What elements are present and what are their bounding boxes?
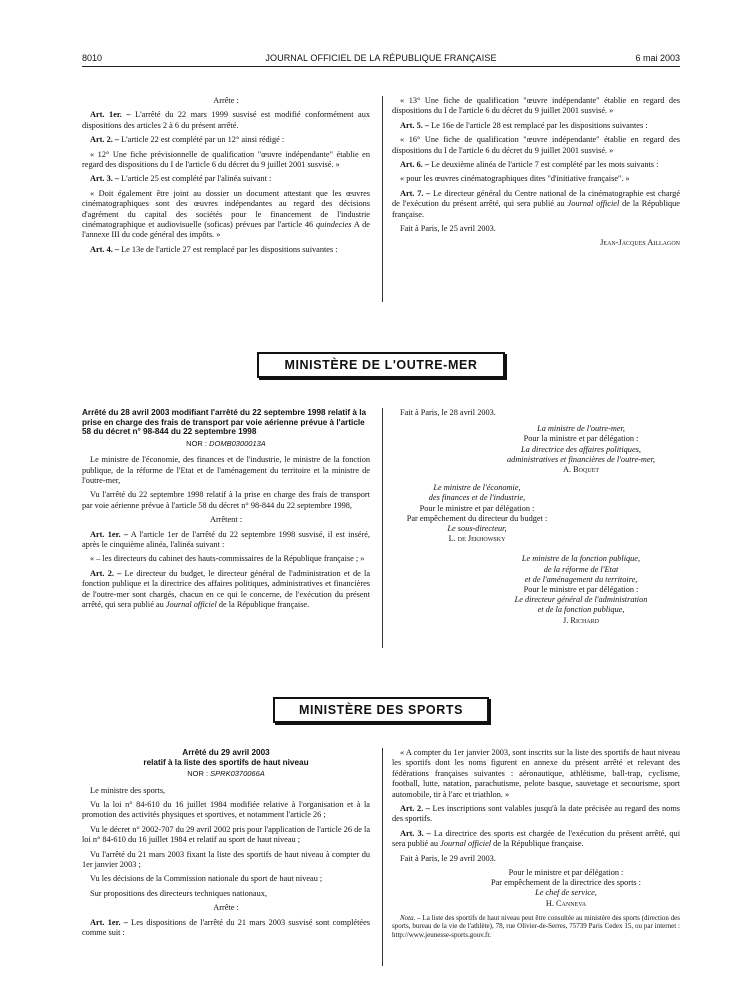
article-1-quote: « – les directeurs du cabinet des hauts-commissaires de la République française ; »: [90, 554, 365, 564]
signature-block: Pour le ministre et par délégation : Par empêchement de la directrice des sports : Le chef de service, H. Canneva: [491, 868, 641, 908]
column-divider: [382, 748, 383, 966]
article-2: Art. 2. – L'article 22 est complété par un 12° ainsi rédigé :: [90, 135, 285, 145]
journal-title: JOURNAL OFFICIEL DE LA RÉPUBLIQUE FRANÇAISE: [265, 53, 497, 63]
decree-title: Arrêté du 28 avril 2003 modifiant l'arrêté du 22 septembre 1998 relatif à la prise en charge des frais de transport par voie aérienne prévue à l'article 58 du décret n° 98-844 du 22 septembre 1998: [82, 408, 367, 437]
article-2: Art. 2. – Les inscriptions sont valables jusqu'à la date précisée au regard des noms des sportifs.: [392, 804, 680, 824]
nor-reference: NOR : DOMB0300013A: [186, 438, 266, 448]
decree-title: Arrêté du 29 avril 2003: [182, 748, 270, 757]
sports-left-column: [82, 748, 370, 942]
outre-mer-left-column: [82, 408, 370, 614]
decree-subtitle: relatif à la liste des sportifs de haut niveau: [143, 757, 309, 767]
visa-arrete: Vu l'arrêté du 21 mars 2003 fixant la liste des sportifs de haut niveau à compter du 1er janvier 2003 ;: [82, 849, 370, 870]
propositions: Sur propositions des directeurs techniques nationaux,: [90, 888, 267, 898]
page-header: [82, 50, 680, 66]
outre-mer-signatures: [392, 408, 680, 626]
arrete-heading: Arrête :: [213, 903, 239, 913]
signature-name: Jean-Jacques Aillagon: [600, 238, 680, 248]
preamble: Le ministre des sports,: [90, 785, 166, 795]
article-3: Art. 3. – L'article 25 est complété par l'alinéa suivant :: [90, 174, 272, 184]
quote-13: « 13° Une fiche de qualification "œuvre indépendante" établie en regard des dispositions du I de l'article 6 du décret du 9 juillet 2001 susvisé. »: [392, 96, 680, 116]
article-1: Art. 1er. – L'arrêté du 22 mars 1999 susvisé est modifié conformément aux dispositions des articles 2 à 6 du présent arrêté.: [82, 110, 371, 130]
top-left-column: [82, 96, 370, 259]
signature-block-3: Le ministre de la fonction publique, de la réforme de l'Etat et de l'aménagement du territoire, Pour le ministre et par délégation : Le directeur général de l'administration et de la fonction publique, J. Richard: [514, 554, 648, 625]
quote-12: « 12° Une fiche prévisionnelle de qualification "œuvre indépendante" établie en regard des dispositions du I de l'article 6 du décret du 9 juillet 2001 susvisé. »: [82, 149, 370, 170]
article-1: Art. 1er. – Les dispositions de l'arrêté du 21 mars 2003 susvisé sont complétées comme suit :: [82, 917, 370, 938]
visa: Vu l'arrêté du 22 septembre 1998 relatif à la prise en charge des frais de transport par voie aérienne prévue à l'article 58 du décret n° 98-844 du 22 septembre 1998,: [82, 490, 370, 510]
quote-initiative: « pour les œuvres cinématographiques dites "d'initiative française". »: [400, 174, 630, 184]
fait-a-paris: Fait à Paris, le 29 avril 2003.: [400, 853, 496, 863]
signature-block-1: La ministre de l'outre-mer, Pour la ministre et par délégation : La directrice des affaires politiques, administratives et financières de l'outre-mer, A. Boquet: [507, 424, 655, 475]
article-5: Art. 5. – Le 16e de l'article 28 est remplacé par les dispositions suivantes :: [400, 120, 648, 130]
nota-note: Nota. – La liste des sportifs de haut niveau peut être consultée au ministère des sports (direction des sports, bureau de la vie de l'athlète), 78, rue Olivier-de-Serres, 75739 Paris Cedex 15, ou par internet : http://www.jeunesse-sports.gouv.fr.: [392, 913, 680, 940]
article-7: Art. 7. – Le directeur général du Centre national de la cinématographie est chargé de l'exécution du présent arrêté, qui sera publié au Journal officiel de la République française.: [392, 188, 681, 219]
visa-decisions: Vu les décisions de la Commission nationale du sport de haut niveau ;: [90, 874, 323, 884]
article-3: Art. 3. – La directrice des sports est chargée de l'exécution du présent arrêté, qui sera publié au Journal officiel de la République française.: [392, 828, 681, 849]
ministry-heading-sports: MINISTÈRE DES SPORTS: [273, 697, 489, 723]
quote-soficas: « Doit également être joint au dossier un document attestant que les œuvres cinématographiques sont des œuvres indépendantes au regard des décisions d'agrément du capital des sociétés pour le financement de l'industrie cinématographique et audiovisuelle (soficas) prévues par l'article 46 quindecies A de l'annexe III du code général des impôts. »: [82, 188, 370, 240]
column-divider: [382, 408, 383, 648]
ministry-heading-outre-mer: MINISTÈRE DE L'OUTRE-MER: [257, 352, 505, 378]
sports-right-column: [392, 748, 680, 944]
header-rule: [82, 66, 680, 67]
arretent-heading: Arrêtent :: [209, 515, 243, 525]
quote-16: « 16° Une fiche de qualification "œuvre indépendante" établie en regard des dispositions du I de l'article 6 du décret du 9 juillet 2001 susvisé. »: [392, 135, 680, 155]
preamble: Le ministre de l'économie, des finances et de l'industrie, le ministre de la fonction publique, de la réforme de l'Etat et de l'aménagement du territoire et la ministre de l'outre-mer,: [82, 455, 370, 485]
page-number: 8010: [82, 53, 103, 63]
article-1: Art. 1er. – A l'article 1er de l'arrêté du 22 septembre 1998 susvisé, il est inséré, après le cinquième alinéa, l'alinéa suivant :: [82, 529, 371, 550]
fait-a-paris: Fait à Paris, le 28 avril 2003.: [400, 408, 496, 417]
signature-block-2: Le ministre de l'économie, des finances et de l'industrie, Pour le ministre et par délégation : Par empêchement du directeur du budget : Le sous-directeur, L. de Jekhowsky: [406, 483, 548, 544]
article-1-quote: « A compter du 1er janvier 2003, sont inscrits sur la liste des sportifs de haut niveau les sportifs dont les noms figurent en annexe du présent arrêté et relevant des fédérations françaises suivantes : aéronautique, athlétisme, ball-trap, cyclisme, football, lutte, natation, parachutisme, pelote basque, sauvetage et secourisme, sport automobile, tir à l'arc et triathlon. »: [392, 748, 680, 799]
article-6: Art. 6. – Le deuxième alinéa de l'article 7 est complété par les mots suivants :: [400, 160, 659, 170]
visa-decret: Vu le décret n° 2002-707 du 29 avril 2002 pris pour l'application de l'article 26 de la loi n° 84-610 du 16 juillet 1984 et relatif au sport de haut niveau ;: [82, 824, 370, 845]
article-2: Art. 2. – Le directeur du budget, le directeur général de l'administration et de la fonction publique et la directrice des affaires politiques, administratives et financières de l'outre-mer sont chargés, chacun en ce qui le concerne, de l'exécution du présent arrêté, qui sera publié au Journal officiel de la République française.: [82, 568, 371, 610]
nor-reference: NOR : SPRK0370066A: [187, 769, 265, 779]
article-4: Art. 4. – Le 13e de l'article 27 est remplacé par les dispositions suivantes :: [90, 244, 338, 254]
issue-date: 6 mai 2003: [635, 53, 680, 63]
arrete-heading: Arrête :: [213, 96, 239, 105]
fait-a-paris: Fait à Paris, le 25 avril 2003.: [400, 224, 496, 234]
top-right-column: [392, 96, 680, 253]
visa-loi: Vu la loi n° 84-610 du 16 juillet 1984 modifiée relative à l'organisation et à la promotion des activités physiques et sportives, et notamment l'article 26 ;: [82, 800, 370, 820]
column-divider: [382, 96, 383, 302]
